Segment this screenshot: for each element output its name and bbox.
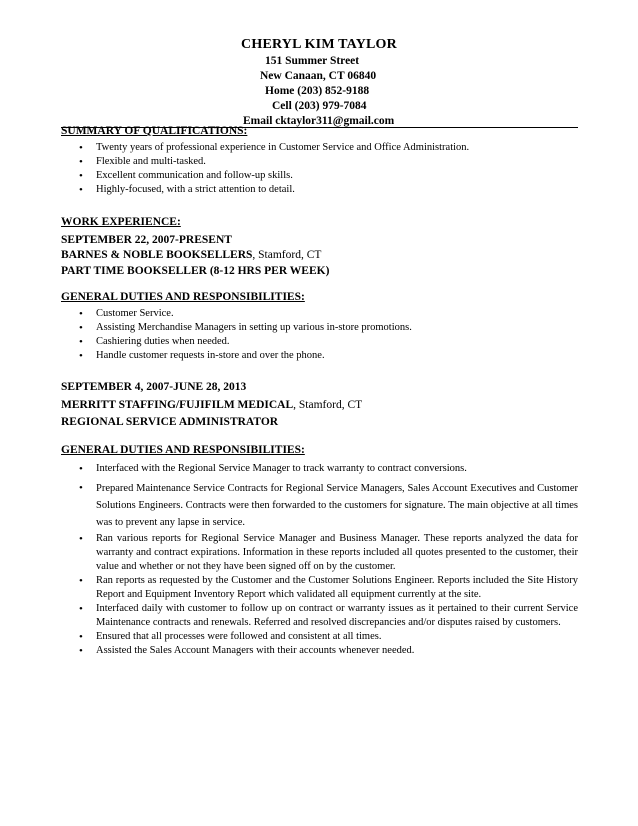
job1-title: PART TIME BOOKSELLER (8-12 HRS PER WEEK) (61, 265, 330, 277)
email-address: Email cktaylor311@gmail.com (243, 115, 395, 127)
job2-duties-list (61, 462, 578, 658)
work-experience-heading: WORK EXPERIENCE: (61, 216, 181, 228)
job2-employer: MERRITT STAFFING/FUJIFILM MEDICAL (61, 399, 294, 411)
job1-duties-list (61, 307, 578, 363)
list-item: • Interfaced daily with customer to follow up on contract or warranty issues as it pertained to their current Service Maintenance contracts and renewals. Referred and resolved discrepancies and/or disputes raised by customers. (61, 602, 578, 630)
summary-heading: SUMMARY OF QUALIFICATIONS: (61, 125, 248, 137)
city-state-zip: New Canaan, CT 06840 (260, 70, 377, 82)
job2-dates: SEPTEMBER 4, 2007-JUNE 28, 2013 (61, 381, 247, 393)
job2-location: , Stamford, CT (293, 399, 363, 411)
list-item: • Excellent communication and follow-up skills. (61, 169, 578, 183)
list-item: • Ensured that all processes were followed and consistent at all times. (61, 630, 578, 644)
cell-phone: Cell (203) 979-7084 (272, 100, 367, 112)
list-item: • Ran various reports for Regional Service Manager and Business Manager. These reports analyzed the data for warranty and contract expirations. Information in these reports included all quotes presented to the customer, their value and whether or not they have been signed off on by the customer. (61, 532, 578, 574)
job1-location: , Stamford, CT (252, 249, 322, 261)
job1-dates: SEPTEMBER 22, 2007-PRESENT (61, 234, 232, 246)
list-item: • Twenty years of professional experience in Customer Service and Office Administration. (61, 141, 578, 155)
street-address: 151 Summer Street (265, 55, 360, 67)
list-item: • Highly-focused, with a strict attention to detail. (61, 183, 578, 197)
list-item: • Flexible and multi-tasked. (61, 155, 578, 169)
list-item: • Assisting Merchandise Managers in setting up various in-store promotions. (61, 321, 578, 335)
job1-employer: BARNES & NOBLE BOOKSELLERS (61, 249, 253, 261)
summary-list (61, 141, 578, 197)
list-item: • Customer Service. (61, 307, 578, 321)
job2-employer-line (61, 399, 362, 411)
list-item: • Ran reports as requested by the Customer and the Customer Solutions Engineer. Reports included the Site History Report and Equipment Inventory Report which validated all equipment currently at the site. (61, 574, 578, 602)
job2-duties-heading: GENERAL DUTIES AND RESPONSIBILITIES: (61, 444, 305, 456)
candidate-name: CHERYL KIM TAYLOR (241, 37, 397, 52)
home-phone: Home (203) 852-9188 (265, 85, 370, 97)
job1-duties-heading: GENERAL DUTIES AND RESPONSIBILITIES: (61, 291, 305, 303)
job2-title: REGIONAL SERVICE ADMINISTRATOR (61, 416, 279, 428)
list-item: • Prepared Maintenance Service Contracts for Regional Service Managers, Sales Account Executives and Customer Solutions Engineers. Contracts were then forwarded to the customers for signature. The main objective at all times was to prevent any lapse in service. (61, 480, 578, 531)
job1-employer-line (61, 249, 321, 261)
list-item: • Assisted the Sales Account Managers with their accounts whenever needed. (61, 644, 578, 658)
list-item: • Handle customer requests in-store and over the phone. (61, 349, 578, 363)
list-item: • Interfaced with the Regional Service Manager to track warranty to contract conversions. (61, 462, 578, 476)
list-item: • Cashiering duties when needed. (61, 335, 578, 349)
